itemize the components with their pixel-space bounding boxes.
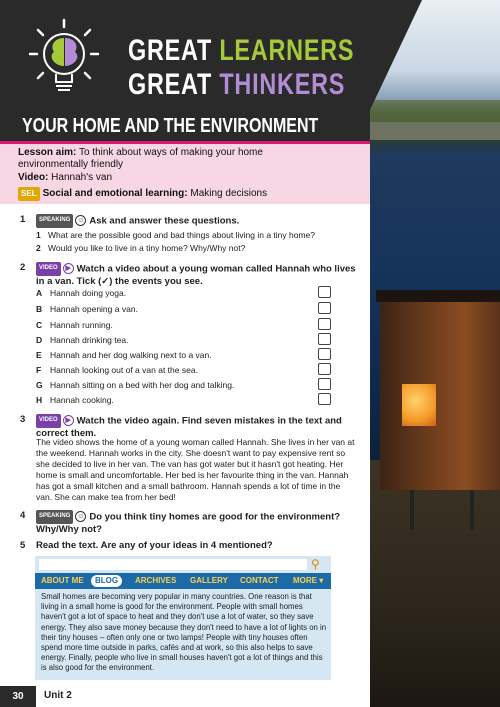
- tick-box[interactable]: [318, 363, 331, 375]
- nav-contact[interactable]: CONTACT: [240, 576, 279, 585]
- ex2-option: B Hannah opening a van.: [36, 304, 138, 314]
- tick-box[interactable]: [318, 302, 331, 314]
- ex1-instruction: SPEAKING ☺ Ask and answer these questions.: [36, 214, 356, 228]
- ex2-option: C Hannah running.: [36, 320, 113, 330]
- blog-nav-bar: [35, 573, 331, 589]
- photo-lit-window: [402, 384, 436, 426]
- photo-ground: [370, 460, 500, 707]
- ex2-option: H Hannah cooking.: [36, 395, 114, 405]
- ex2-option: E Hannah and her dog walking next to a van.: [36, 350, 212, 360]
- page-number: 30: [0, 686, 36, 707]
- video-info: Video: Hannah's van: [18, 172, 113, 183]
- ex3-number: 3: [20, 414, 26, 425]
- ex4-instruction: SPEAKING ☺ Do you think tiny homes are good for the environment? Why/Why not?: [36, 511, 341, 535]
- ex1-question: 2 Would you like to live in a tiny home? Why/Why not?: [36, 243, 246, 253]
- play-icon: ▶: [63, 263, 74, 274]
- speech-bubble-icon: ☺: [77, 217, 85, 225]
- section-title: YOUR HOME AND THE ENVIRONMENT: [22, 115, 319, 137]
- ex5-number: 5: [20, 540, 26, 551]
- nav-more[interactable]: MORE ▾: [293, 576, 324, 585]
- ex5-instruction: Read the text. Are any of your ideas in 4 mentioned?: [36, 540, 273, 551]
- sel-info: SEL Social and emotional learning: Making decisions: [18, 187, 267, 201]
- photo-tiny-house: [380, 300, 500, 490]
- ex2-option: A Hannah doing yoga.: [36, 288, 127, 298]
- ex1-question: 1 What are the possible good and bad things about living in a tiny home?: [36, 230, 315, 240]
- unit-label: Unit 2: [44, 690, 72, 701]
- sel-badge: SEL: [18, 187, 40, 201]
- speech-bubble-icon: ☺: [77, 513, 85, 521]
- tick-box[interactable]: [318, 378, 331, 390]
- ex3-instruction: VIDEO ▶ Watch the video again. Find seven mistakes in the text and correct them.: [36, 415, 342, 439]
- lesson-aims-box: [0, 144, 370, 204]
- ex2-option: F Hannah looking out of a van at the sea.: [36, 365, 198, 375]
- ex2-number: 2: [20, 262, 26, 273]
- nav-about-me[interactable]: ABOUT ME: [41, 576, 84, 585]
- video-tag: VIDEO: [36, 414, 61, 428]
- ex4-number: 4: [20, 510, 26, 521]
- title-great-thinkers: GREAT THINKERS: [128, 68, 346, 101]
- tick-box[interactable]: [318, 333, 331, 345]
- lesson-aim: Lesson aim: To think about ways of making your home environmentally friendly: [18, 147, 263, 170]
- video-tag: VIDEO: [36, 262, 61, 276]
- play-icon: ▶: [63, 415, 74, 426]
- blog-text: Small homes are becoming very popular in many countries. One reason is that living in a small home is good for the environment. People with small homes haven't got a lot of space to heat and they don't use a lot of water, so they save energy. They also save money because they don't need to have a lot of lights on in their tiny houses – often only one or two lamps! People with tiny houses often spend more time outside in parks, cafés and at work, so this also helps to save energy. Finally, people who live in small houses haven't got a lot of things and this is also good for the environment.: [41, 592, 327, 673]
- tick-box[interactable]: [318, 348, 331, 360]
- ex3-text: The video shows the home of a young woman called Hannah. She lives in her van at the weekend. Hannah works in the city. She doesn't want to pay expensive rent so she decided to live in her van. The van has got water but it hasn't got heating. Her home is small and uncomfortable. Her bed is her favourite thing in the van. Hannah has got a small kitchen and a small bathroom. Hannah spends a lot of time in the van. She can make tea from her bed!: [36, 437, 355, 502]
- tick-box[interactable]: [318, 286, 331, 298]
- lightbulb-brain-icon: [28, 18, 100, 100]
- speaking-tag: SPEAKING: [36, 510, 73, 524]
- nav-blog[interactable]: BLOG: [91, 575, 122, 587]
- search-input[interactable]: [39, 559, 307, 570]
- blog-webpage: [35, 556, 331, 680]
- ex2-instruction: VIDEO ▶ Watch a video about a young woman called Hannah who lives in a van. Tick (✓) the events you see.: [36, 263, 356, 287]
- tick-box[interactable]: [318, 318, 331, 330]
- tick-box[interactable]: [318, 393, 331, 405]
- title-great-learners: GREAT LEARNERS: [128, 34, 355, 67]
- search-icon[interactable]: ⚲: [311, 557, 320, 571]
- photo-stone-wall: [370, 122, 500, 140]
- ex2-option: G Hannah sitting on a bed with her dog and talking.: [36, 380, 235, 390]
- nav-gallery[interactable]: GALLERY: [190, 576, 228, 585]
- ex1-number: 1: [20, 214, 26, 225]
- speaking-tag: SPEAKING: [36, 214, 73, 228]
- ex2-option: D Hannah drinking tea.: [36, 335, 129, 345]
- nav-archives[interactable]: ARCHIVES: [135, 576, 177, 585]
- cabin-photo: [370, 0, 500, 707]
